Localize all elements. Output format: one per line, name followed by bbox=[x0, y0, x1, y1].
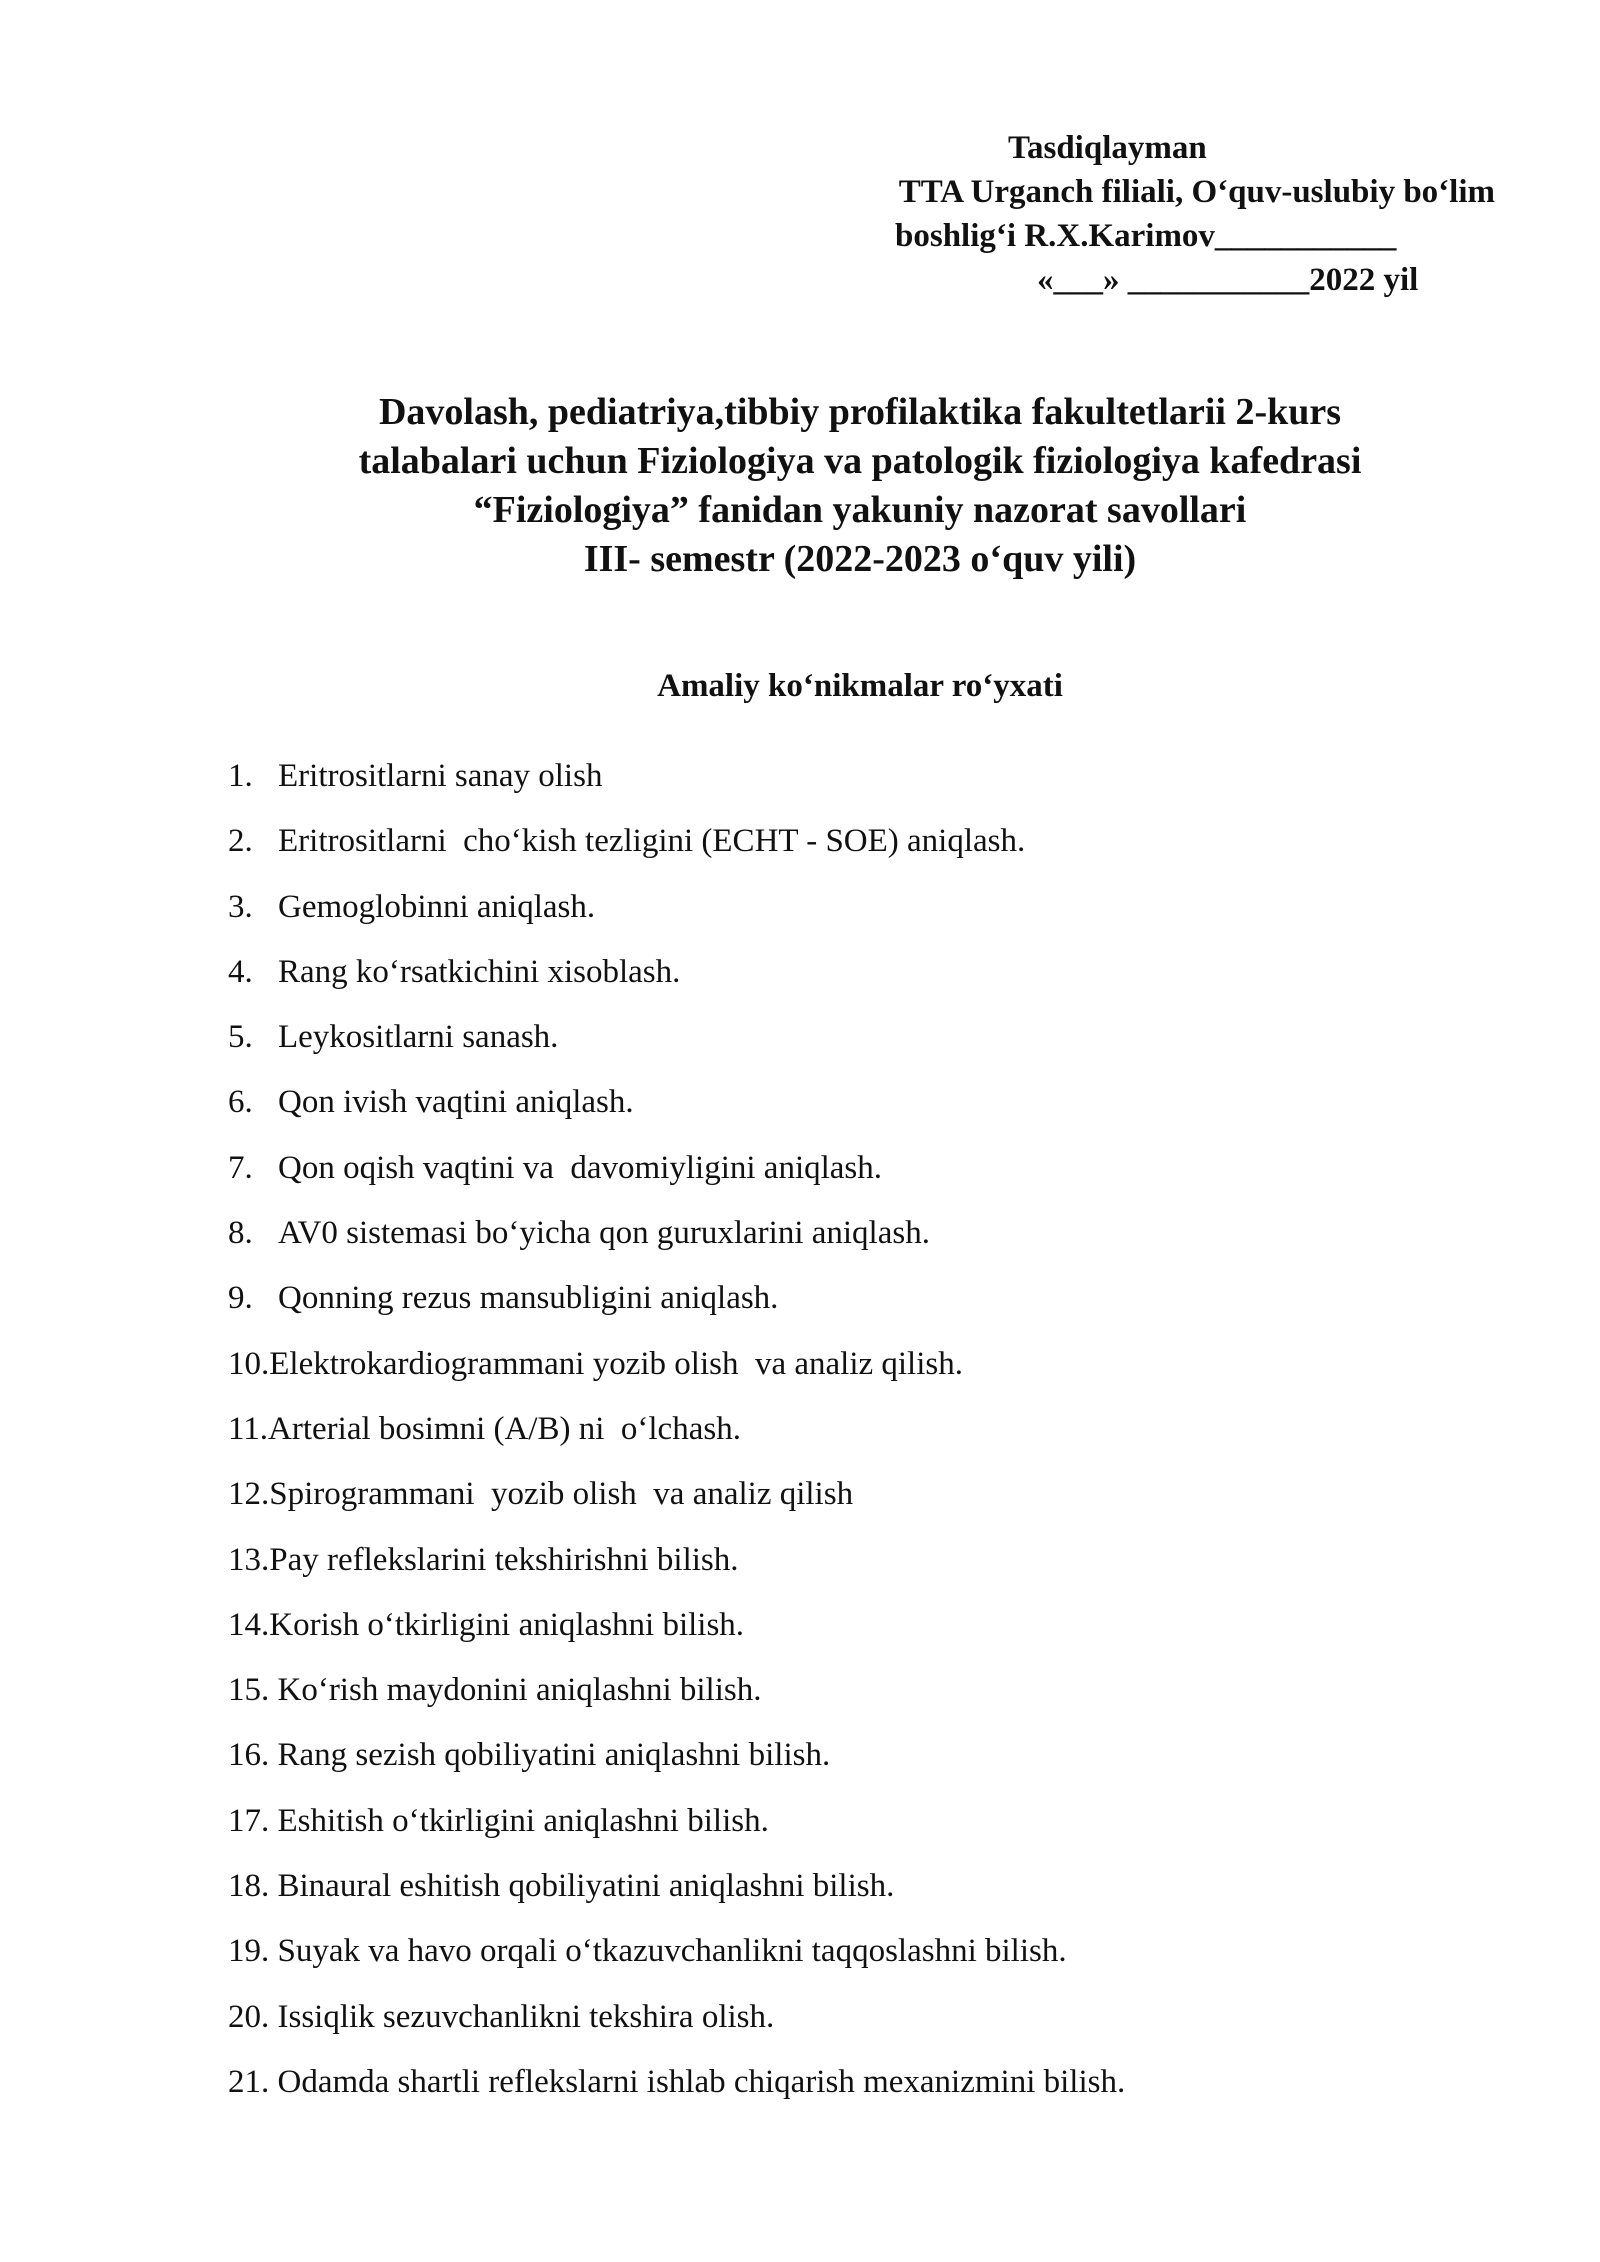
list-item-text: AV0 sistemasi bo‘yicha qon guruxlarini aniqlash. bbox=[278, 1215, 930, 1252]
list-item-number: 20. bbox=[228, 1998, 270, 2035]
list-item bbox=[228, 756, 1478, 821]
list-item-number: 10. bbox=[228, 1345, 270, 1382]
list-item-text: Issiqlik sezuvchanlikni tekshira olish. bbox=[269, 1998, 775, 2035]
list-item bbox=[228, 1670, 1478, 1735]
list-item-number: 3. bbox=[228, 888, 253, 925]
list-item-number: 17. bbox=[228, 1802, 270, 1839]
list-item bbox=[228, 1148, 1478, 1213]
list-item bbox=[228, 1213, 1478, 1278]
list-item bbox=[228, 2062, 1478, 2127]
list-item bbox=[228, 1344, 1478, 1409]
list-item-text: Rang ko‘rsatkichini xisoblash. bbox=[278, 953, 681, 990]
list-item-number: 13. bbox=[228, 1541, 270, 1578]
list-item-number: 5. bbox=[228, 1019, 253, 1056]
list-item-number: 6. bbox=[228, 1084, 253, 1121]
section-heading: Amaliy ko‘nikmalar ro‘yxati bbox=[657, 668, 1063, 704]
list-item-number: 7. bbox=[228, 1149, 253, 1186]
list-item-text: Pay reflekslarini tekshirishni bilish. bbox=[269, 1541, 739, 1578]
list-item-number: 12. bbox=[228, 1476, 270, 1513]
list-item bbox=[228, 1735, 1478, 1800]
list-item bbox=[228, 1540, 1478, 1605]
approval-line: «___» ___________2022 yil bbox=[1037, 262, 1419, 298]
list-item-number: 21. bbox=[228, 2063, 270, 2100]
approval-block bbox=[735, 126, 1495, 302]
list-item-text: Gemoglobinni aniqlash. bbox=[278, 888, 596, 925]
document-title bbox=[180, 388, 1540, 584]
list-item bbox=[228, 1801, 1478, 1866]
title-line: III- semestr (2022-2023 o‘quv yili) bbox=[583, 538, 1137, 580]
list-item bbox=[228, 1866, 1478, 1931]
list-item-number: 14. bbox=[228, 1606, 270, 1643]
list-item-text: Spirogrammani yozib olish va analiz qilish bbox=[269, 1476, 854, 1513]
list-item bbox=[228, 1931, 1478, 1996]
list-item bbox=[228, 1605, 1478, 1670]
list-item bbox=[228, 1474, 1478, 1539]
skills-list bbox=[228, 756, 1478, 2127]
list-item bbox=[228, 821, 1478, 886]
list-item-number: 8. bbox=[228, 1215, 253, 1252]
list-item-text: Eritrositlarni cho‘kish tezligini (ECHT - SOE) aniqlash. bbox=[278, 823, 1026, 860]
list-item bbox=[228, 1017, 1478, 1082]
approval-line: TTA Urganch filiali, O‘quv-uslubiy bo‘lim bbox=[898, 174, 1495, 210]
list-item-text: Elektrokardiogrammani yozib olish va analiz qilish. bbox=[269, 1345, 963, 1382]
list-item-number: 18. bbox=[228, 1868, 270, 1905]
list-item-number: 2. bbox=[228, 823, 253, 860]
list-item-text: Eshitish o‘tkirligini aniqlashni bilish. bbox=[269, 1802, 769, 1839]
title-line: Davolash, pediatriya,tibbiy profilaktika fakultetlarii 2-kurs bbox=[378, 391, 1342, 433]
list-item-text: Arterial bosimni (A/B) ni o‘lchash. bbox=[268, 1410, 741, 1447]
list-item-number: 9. bbox=[228, 1280, 253, 1317]
title-line: talabalari uchun Fiziologiya va patologik fiziologiya kafedrasi bbox=[358, 440, 1362, 482]
list-item-number: 11. bbox=[228, 1410, 269, 1447]
list-item-number: 4. bbox=[228, 953, 253, 990]
list-item-text: Qon ivish vaqtini aniqlash. bbox=[278, 1084, 634, 1121]
list-item bbox=[228, 887, 1478, 952]
list-item-text: Odamda shartli reflekslarni ishlab chiqarish mexanizmini bilish. bbox=[269, 2063, 1126, 2100]
list-item-number: 15. bbox=[228, 1672, 270, 1709]
list-item-text: Korish o‘tkirligini aniqlashni bilish. bbox=[269, 1606, 745, 1643]
approval-line: boshlig‘i R.X.Karimov___________ bbox=[895, 218, 1397, 254]
list-item bbox=[228, 1997, 1478, 2062]
title-line: “Fiziologiya” fanidan yakuniy nazorat savollari bbox=[473, 489, 1247, 531]
list-item-number: 1. bbox=[228, 758, 253, 794]
list-item-number: 19. bbox=[228, 1933, 270, 1970]
list-item-text: Rang sezish qobiliyatini aniqlashni bilish. bbox=[269, 1737, 831, 1774]
list-item-number: 16. bbox=[228, 1737, 270, 1774]
list-item bbox=[228, 952, 1478, 1017]
list-item bbox=[228, 1409, 1478, 1474]
list-item-text: Binaural eshitish qobiliyatini aniqlashni bilish. bbox=[269, 1868, 895, 1905]
list-item-text: Leykositlarni sanash. bbox=[278, 1019, 559, 1056]
list-item-text: Eritrositlarni sanay olish bbox=[278, 758, 603, 794]
approval-line: Tasdiqlayman bbox=[1008, 130, 1207, 166]
list-item bbox=[228, 1082, 1478, 1147]
list-item-text: Ko‘rish maydonini aniqlashni bilish. bbox=[269, 1672, 762, 1709]
list-item-text: Qonning rezus mansubligini aniqlash. bbox=[278, 1280, 779, 1317]
list-item-text: Qon oqish vaqtini va davomiyligini aniqlash. bbox=[278, 1149, 883, 1186]
list-item-text: Suyak va havo orqali o‘tkazuvchanlikni taqqoslashni bilish. bbox=[269, 1933, 1067, 1970]
list-item bbox=[228, 1278, 1478, 1343]
